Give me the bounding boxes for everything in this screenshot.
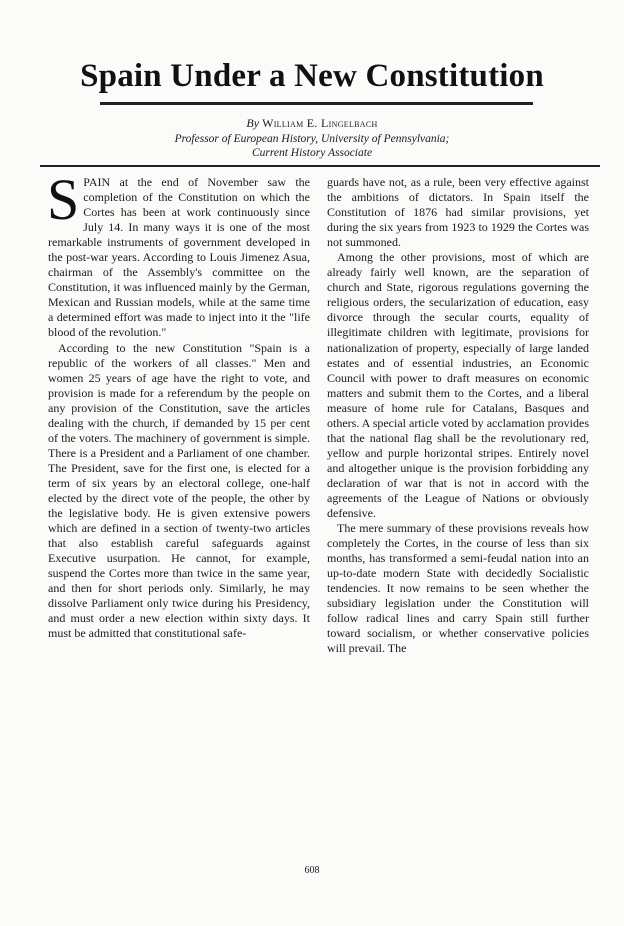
affiliation-line-1: Professor of European History, University of Pennsylvania; — [174, 133, 450, 145]
article-title: Spain Under a New Constitution — [80, 58, 544, 94]
paragraph: Among the other provisions, most of which are already fairly well known, are the separation of church and State, rigorous regulations governing the religious orders, the secularization of education, easy divorce through the secular courts, equality of illegitimate children with legitimate, provisions for nationalization of property, especially of large landed estates and of essential industries, an Economic Council with power to draft measures on economic matters and submit them to the Cortes, and a liberal measure of home rule for Catalans, Basques and others. A special article voted by acclamation provides that the national flag shall be the revolutionary red, yellow and purple horizontal stripes. Entirely novel and altogether unique is the provision forbidding any declaration of war that is not in accord with the agreements of the League of Nations or obviously defensive. — [327, 250, 589, 521]
byline — [0, 116, 624, 131]
left-column — [47, 167, 310, 641]
title-rule — [100, 102, 533, 105]
paragraph: The mere summary of these provisions reveals how completely the Cortes, in the course of less than six months, has transformed a semi-feudal nation into an up-to-date modern State with decidedly Socialistic tendencies. It now remains to be seen whether the subsidiary legislation under the Constitution will follow radical lines and carry Spain still further toward socialism, or whether conservative policies will prevail. The — [327, 521, 589, 656]
page-number: 608 — [304, 865, 320, 876]
affiliation-line-2: Current History Associate — [251, 147, 373, 159]
right-column — [327, 175, 589, 657]
paragraph — [47, 167, 310, 341]
drop-cap: S — [47, 167, 80, 232]
byline-prefix: By — [246, 116, 260, 130]
paragraph: According to the new Constitution "Spain is a republic of the workers of all classes." Men and women 25 years of age have the right to vote, and provision is made for a referendum by the people on any provision of the Constitution, save the articles dealing with the church, if demanded by 15 per cent of the voters. The machinery of government is simple. There is a President and a Parliament of one chamber. The President, save for the first one, is elected for a term of six years by an electoral college, one-half elected by the direct vote of the people, the other by the legislative body. He is given extensive powers which are defined in a section of twenty-two articles that also establish careful safeguards against Executive usurpation. He cannot, for example, suspend the Cortes more than twice in the same year, and then for short periods only. Similarly, he may dissolve Parliament only twice during his Presidency, and must order a new election within sixty days. It must be admitted that constitutional safe- — [48, 340, 310, 641]
paragraph: guards have not, as a rule, been very effective against the ambitions of dictators. In Spain itself the Constitution of 1876 had similar provisions, yet during the six years from 1923 to 1929 the Cortes was not summoned. — [327, 175, 589, 250]
author-name: William E. Lingelbach — [262, 116, 378, 130]
author-affiliation — [0, 132, 624, 160]
header-rule — [40, 165, 600, 167]
paragraph-text: at the end of November saw the completion of the Constitution on which the Cortes has been at work continuously since July 14. In many ways it is one of the most remarkable instruments of government developed in the post-war years. According to Louis Jimenez Asua, chairman of the Assembly's committee on the Constitution, it was influenced mainly by the German, Mexican and Russian models, while at the same time a determined effort was made to inject into it the "life blood of the revolution." — [48, 175, 310, 340]
lead-words: PAIN — [83, 175, 111, 189]
